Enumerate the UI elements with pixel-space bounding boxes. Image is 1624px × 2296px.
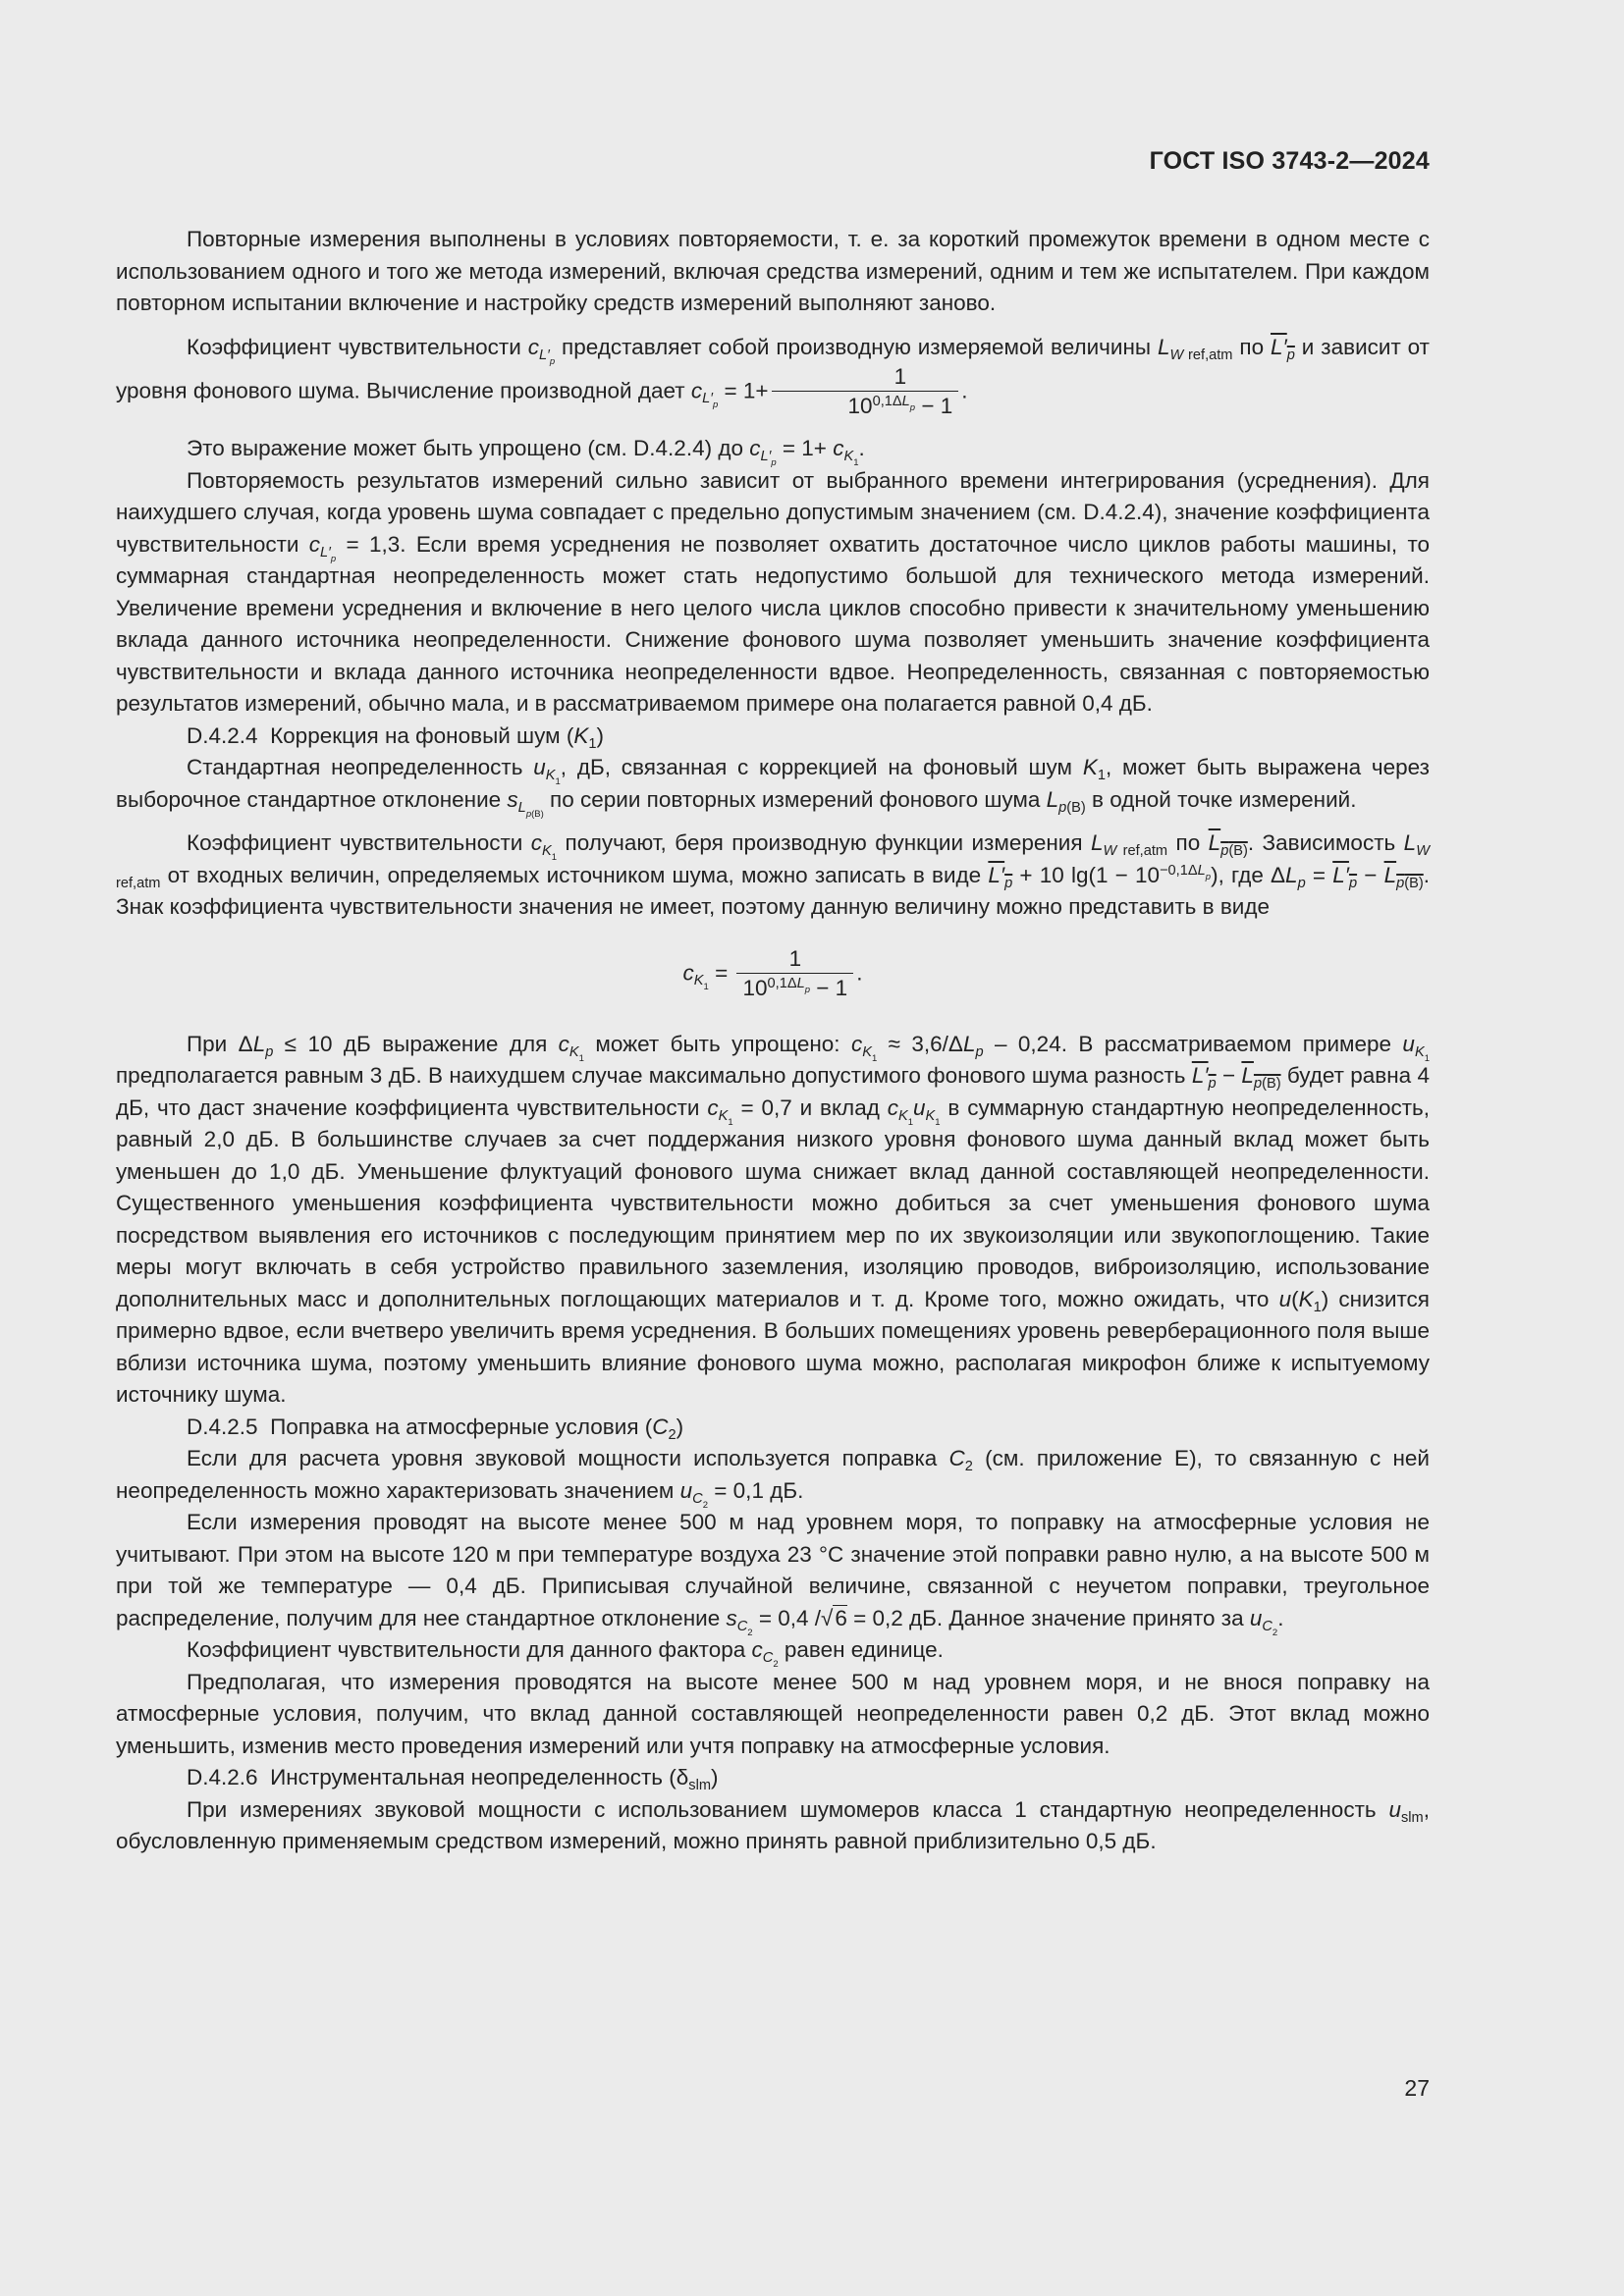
formula-ck1: $c_{K_1}$ = $\frac{1}{10^{0,1\Delta L_p} - 1}$ .: [116, 945, 1430, 1003]
paragraph-instrument: При измерениях звуковой мощности с использованием шумомеров класса 1 стандартную неопределенность $u_{slm}$, обусловленную применяемым средством измерений, можно принять равной приблизительно 0,5 дБ.: [116, 1796, 1430, 1853]
page-number: 27: [1404, 2075, 1430, 2101]
paragraph-background-uncertainty: Стандартная неопределенность $u_{K_1}$, дБ, связанная с коррекцией на фоновый шум $K_1$, может быть выражена через выборочное стандартное отклонение $s_{L_{p(B)}}$ по серии повторных измерений фонового шума $L_{p(B)}$ в одной точке измерений.: [116, 755, 1430, 820]
paragraph-background-example: При $\Delta L_p \le 10$ дБ выражение для $c_{K_1}$ может быть упрощено: $c_{K_1} \approx 3,6/\Delta L_p - 0,24$. В рассматриваемом примере $u_{K_1}$ предполагается равным 3 дБ. В наихудшем случае максимально допустимого фонового шума разность $L'_p - L_{p(B)}$ будет равна 4 дБ, что даст значение коэффициента чувствительности $c_{K_1} = 0,7$ и вклад $c_{K_1}u_{K_1}$ в суммарную стандартную неопределенность, равный 2,0 дБ. В большинстве случаев за счет поддержания низкого уровня фонового шума данный вклад может быть уменьшен до 1,0 дБ. Уменьшение флуктуаций фонового шума снижает вклад данной составляющей неопределенности. Существенного уменьшения коэффициента чувствительности можно добиться за счет уменьшения фонового шума посредством выявления его источников с последующим принятием мер по их звукоизоляции или звукопоглощению. Такие меры могут включать в себя устройство правильного заземления, изоляцию проводов, виброизоляцию, использование дополнительных масс и дополнительных поглощающих материалов и т. д. Кроме того, можно ожидать, что $u(K_1)$ снизится примерно вдвое, если вчетверо увеличить время усреднения. В больших помещениях уровень реверберационного поля выше вблизи источника шума, поэтому уменьшить влияние фонового шума можно, располагая микрофон ближе к испытуемому источнику шума.: [116, 1031, 1431, 1407]
paragraph-simplification: Это выражение может быть упрощено (см. D.4.2.4) до $c_{L'_p} = 1+ c_{K_1}$.: [187, 436, 865, 468]
section-heading-d425: D.4.2.5 Поправка на атмосферные условия $(C_2)$: [187, 1414, 684, 1443]
paragraph-sensitivity-coefficient: Коэффициент чувствительности $c_{L'_p}$ представляет собой производную измеряемой величины $L_{W ref,atm}$ по $L'_p$ и зависит от уровня фонового шума. Вычисление производной дает $c_{L'_p} = 1+$ $\frac{1}{10^{0,1\Delta L_p} - 1}$ .: [116, 332, 1430, 422]
paragraph-background-coefficient: Коэффициент чувствительности $c_{K_1}$ получают, беря производную функции измерения $L_{W ref,atm}$ по $L_{p(B)}$. Зависимость $L_{W ref,atm}$ от входных величин, определяемых источником шума, можно записать в виде $L'_p + 10$ $\lg(1 - 10^{-0,1\Delta L_p})$, где $\Delta L_p = L'_p - L_{p(B)}$. Знак коэффициента чувствительности значения не имеет, поэтому данную величину можно представить в виде: [116, 830, 1431, 919]
paragraph-altitude: Если измерения проводят на высоте менее 500 м над уровнем моря, то поправку на атмосферные условия не учитывают. При этом на высоте 120 м при температуре воздуха 23 °C значение этой поправки равно нулю, а на высоте 500 м при той же температуре — 0,4 дБ. Приписывая случайной величине, связанной с неучетом поправки, треугольное распределение, получим для нее стандартное отклонение $s_{C_2} = 0,4$ /√6 = 0,2 дБ. Данное значение принято за $u_{C_2}$.: [116, 1510, 1430, 1638]
section-heading-d426: D.4.2.6 Инструментальная неопределенность $(\delta_{slm})$: [187, 1765, 719, 1793]
document-header: ГОСТ ISO 3743-2—2024: [1149, 147, 1430, 175]
paragraph-cc2: Коэффициент чувствительности для данного фактора $c_{C_2}$ равен единице.: [187, 1637, 944, 1670]
paragraph-atmospheric-correction: Если для расчета уровня звуковой мощности используется поправка $C_2$ (см. приложение E), то связанную с ней неопределенность можно характеризовать значением $u_{C_2} = 0,1$ дБ.: [116, 1446, 1430, 1511]
fraction-ck1: $\frac{1}{10^{0,1\Delta L_p} - 1}$: [736, 945, 853, 1003]
fraction-derivative: $\frac{1}{10^{0,1\Delta L_p} - 1}$: [772, 363, 959, 421]
paragraph-integration-time: Повторяемость результатов измерений сильно зависит от выбранного времени интегрирования (усреднения). Для наихудшего случая, когда уровень шума совпадает с предельно допустимым значением (см. D.4.2.4), значение коэффициента чувствительности $c_{L'_p} = 1,3$. Если время усреднения не позволяет охватить достаточное число циклов работы машины, то суммарная стандартная неопределенность может стать недопустимо большой для технического метода измерений. Увеличение времени усреднения и включение в него целого числа циклов способно привести к значительному уменьшению вклада данного источника неопределенности. Снижение фонового шума позволяет уменьшить значение коэффициента чувствительности и вклада данного источника неопределенности вдвое. Неопределенность, связанная с повторяемостью результатов измерений, обычно мала, и в рассматриваемом примере она полагается равной 0,4 дБ.: [116, 467, 1431, 716]
document-body: [116, 224, 1430, 1858]
paragraph-assumption: Предполагая, что измерения проводятся на высоте менее 500 м над уровнем моря, и не внося поправку на атмосферные условия, получим, что вклад данной составляющей неопределенности равен 0,2 дБ. Этот вклад можно уменьшить, изменив место проведения измерений или учтя поправку на атмосферные условия.: [116, 1669, 1430, 1758]
section-heading-d424: D.4.2.4 Коррекция на фоновый шум $(K_1)$: [187, 722, 604, 752]
paragraph-repeatability: Повторные измерения выполнены в условиях повторяемости, т. е. за короткий промежуток времени в одном месте с использованием одного и того же метода измерений, включая средства измерений, одним и тем же испытателем. При каждом повторном испытании включение и настройку средств измерений выполняют заново.: [116, 227, 1430, 315]
